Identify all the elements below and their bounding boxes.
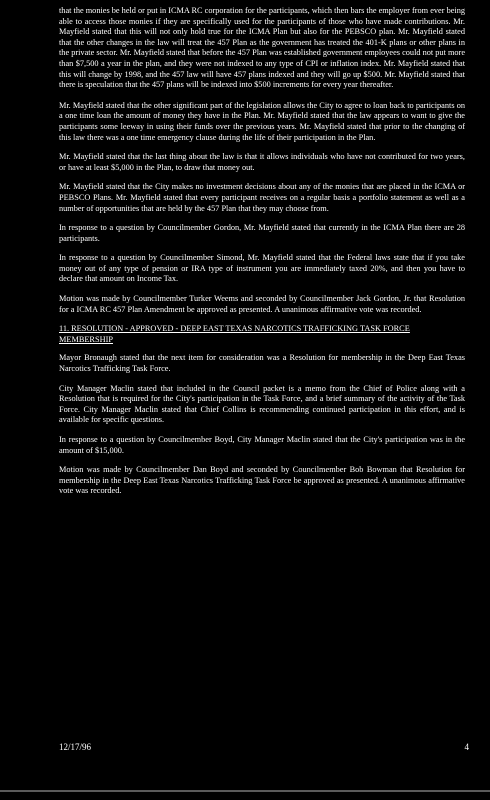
section-heading-narcotics-task-force: [59, 324, 465, 345]
paragraph-loan-provision: Mr. Mayfield stated that the other significant part of the legislation allows the City to agree to loan back to participants on a one time loan the amount of money they have in the Plan. Mr. Mayfield stated that the law appears to want to give the participants some leeway in using their funds over the previous years. Mr. Mayfield stated that prior to the changing of this law there was a one time emergency clause during the life of their participation in the Plan.: [59, 100, 465, 142]
scan-bottom-edge: [0, 790, 490, 792]
paragraph-457-law-changes: that the monies be held or put in ICMA RC corporation for the participants, which then bars the employer from ever being able to access those monies if they are specifically used for the participants of those who have made contributions. Mr. Mayfield stated that this will not only hold true for the ICMA Plan but also for the PEBSCO plan. Mr. Mayfield stated that the other changes in the law will treat the 457 Plan as the government has treated the 401-K plans or other plans in the private sector. Mr. Mayfield stated that before the 457 Plan was established government employees could not put more than $7,500 a year in the plan, and they were not indexed to any type of CPI or inflation index. Mr. Mayfield stated that this will change by 1998, and the 457 law will have 457 plans indexed and they will go up $500. Mr. Mayfield stated that there is speculation that the 457 plans will be indexed into $500 increments for every year thereafter.: [59, 6, 465, 90]
paragraph-simond-question: In response to a question by Councilmember Simond, Mr. Mayfield stated that the Federal laws state that if you take money out of any type of pension or IRA type of instrument you are immediately taxed 20%, and then you have to declare that amount on Income Tax.: [59, 253, 465, 284]
paragraph-mayor-statement: Mayor Bronaugh stated that the next item for consideration was a Resolution for membership in the Deep East Texas Narcotics Trafficking Task Force.: [59, 353, 465, 374]
page-footer: [59, 742, 469, 753]
footer-date: 12/17/96: [59, 742, 92, 752]
paragraph-withdrawal-provision: Mr. Mayfield stated that the last thing about the law is that it allows individuals who have not contributed for two years, or have at least $5,000 in the Plan, to draw that money out.: [59, 152, 465, 172]
paragraph-investment-decisions: Mr. Mayfield stated that the City makes no investment decisions about any of the monies that are placed in the ICMA or PEBSCO Plans. Mr. Mayfield stated that every participant receives on a regular basis a portfolio statement as well as a number of opportunities that are held by the 457 Plan that they may choose from.: [59, 182, 465, 213]
paragraph-city-manager-statement: City Manager Maclin stated that included in the Council packet is a memo from the Chief of Police along with a Resolution that is required for the City's participation in the Task Force, and a brief summary of the activity of the Task Force. City Manager Maclin stated that Chief Collins is recommending continued participation in this effort, and is available for specific questions.: [59, 383, 465, 425]
document-body: [59, 6, 465, 506]
paragraph-gordon-question: In response to a question by Councilmember Gordon, Mr. Mayfield stated that currently in the ICMA Plan there are 28 participants.: [59, 223, 465, 243]
paragraph-icma-motion: Motion was made by Councilmember Turker Weems and seconded by Councilmember Jack Gordon, Jr. that Resolution for a ICMA RC 457 Plan Amendment be approved as presented. A unanimous affirmative vote was recorded.: [59, 294, 465, 314]
paragraph-task-force-motion: Motion was made by Councilmember Dan Boyd and seconded by Councilmember Bob Bowman that Resolution for membership in the Deep East Texas Narcotics Trafficking Task Force be approved as presented. A unanimous affirmative vote was recorded.: [59, 465, 465, 496]
paragraph-boyd-question: In response to a question by Councilmember Boyd, City Manager Maclin stated that the City's participation was in the amount of $15,000.: [59, 435, 465, 455]
page-number: 4: [464, 742, 469, 752]
section-heading-text: 11. RESOLUTION - APPROVED - DEEP EAST TEXAS NARCOTICS TRAFFICKING TASK FORCE MEMBERSHIP: [59, 324, 410, 344]
